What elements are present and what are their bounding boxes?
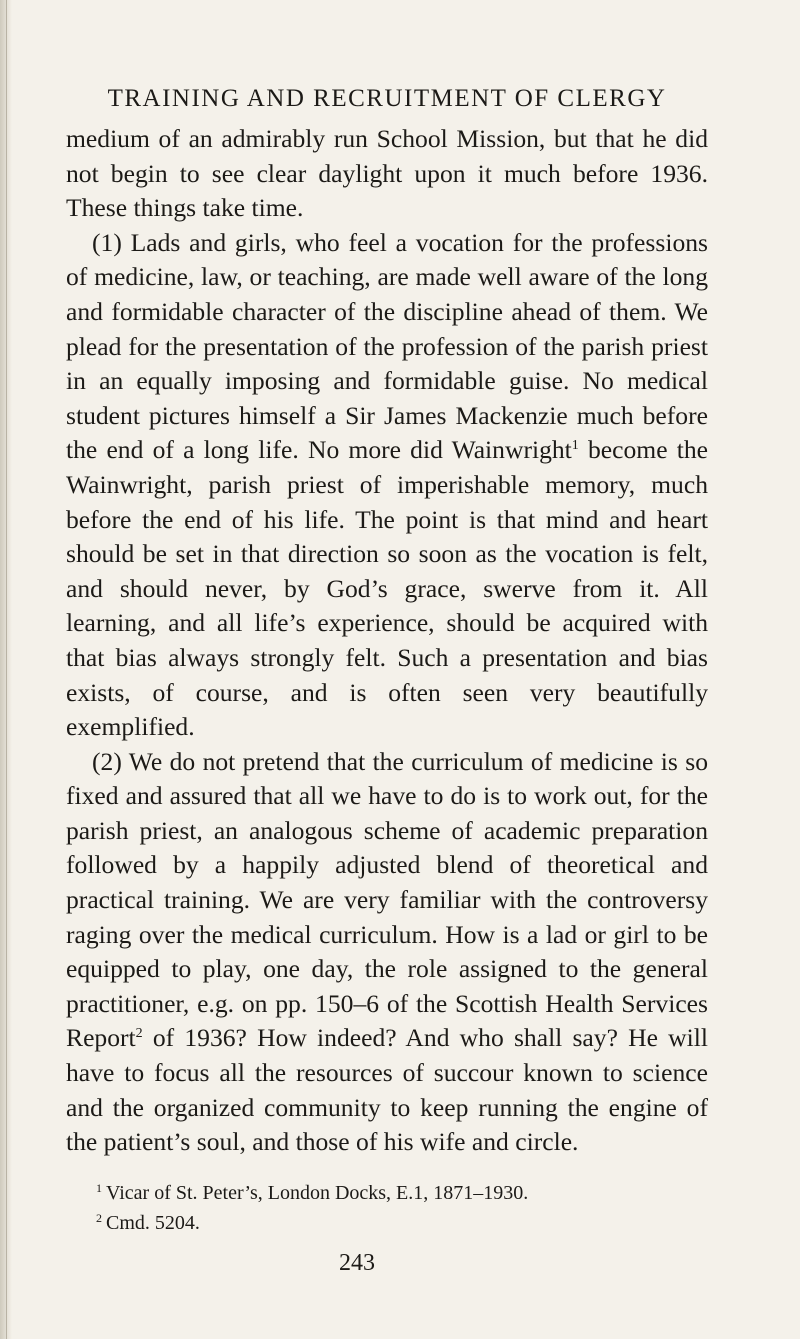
paragraph-2 [66, 745, 708, 1160]
book-page [66, 82, 708, 1277]
paragraph-continuation: medium of an admirably run School Mission, but that he did not begin to see clear daylight upon it much before 1936. These things take time. [66, 124, 708, 223]
footnote-mark-2: 2 [96, 1210, 102, 1225]
footnote-mark-1: 1 [96, 1180, 102, 1195]
paragraph-1 [66, 226, 708, 745]
paragraph-1-text-cont: become the Wainwright, parish priest of imperishable memory, much before the end of his life. The point is that mind and heart should be set in that direction so soon as the vocation is felt, and should never, by God’s grace, swerve from it. All learning, and all life’s experience, should be acquired with that bias always strongly felt. Such a presentation and bias exists, of course, and is often seen very beautifully exemplified. [66, 435, 708, 742]
running-head: TRAINING AND RECRUITMENT OF CLERGY [107, 85, 667, 112]
footnote-ref-2: 2 [135, 1026, 143, 1042]
footnote-1 [96, 1176, 708, 1206]
footnote-ref-1: 1 [571, 438, 579, 454]
footnote-2 [96, 1206, 708, 1236]
book-binding-edge [0, 0, 12, 1339]
paragraph-2-text: (2) We do not pretend that the curriculum of medicine is so fixed and assured that all we have to do is to work out, for the parish priest, an analogous scheme of academic preparation followed by a happily adjusted blend of theoretical and practical training. We are very familiar with the controversy raging over the medical curriculum. How is a lad or girl to be equipped to play, one day, the role assigned to the general practitioner, e.g. on pp. 150–6 of the Scottish Health Services Report [66, 746, 708, 1053]
footnote-text-1: Vicar of St. Peter’s, London Docks, E.1, 1871–1930. [106, 1181, 529, 1204]
page-number: 243 [339, 1249, 375, 1276]
paragraph-2-text-cont: of 1936? How indeed? And who shall say? He will have to focus all the resources of succour known to science and the organized community to keep running the engine of the patient’s soul, and those of his wife and circle. [66, 1023, 708, 1157]
footnotes [66, 1176, 708, 1236]
footnote-text-2: Cmd. 5204. [106, 1211, 200, 1234]
paragraph-1-text: (1) Lads and girls, who feel a vocation for the professions of medicine, law, or teaching, are made well aware of the long and formidable character of the discipline ahead of them. We plead for the presentation of the profession of the parish priest in an equally imposing and formidable guise. No medical student pictures himself a Sir James Mackenzie much before the end of a long life. No more did Wainwright [66, 227, 708, 465]
